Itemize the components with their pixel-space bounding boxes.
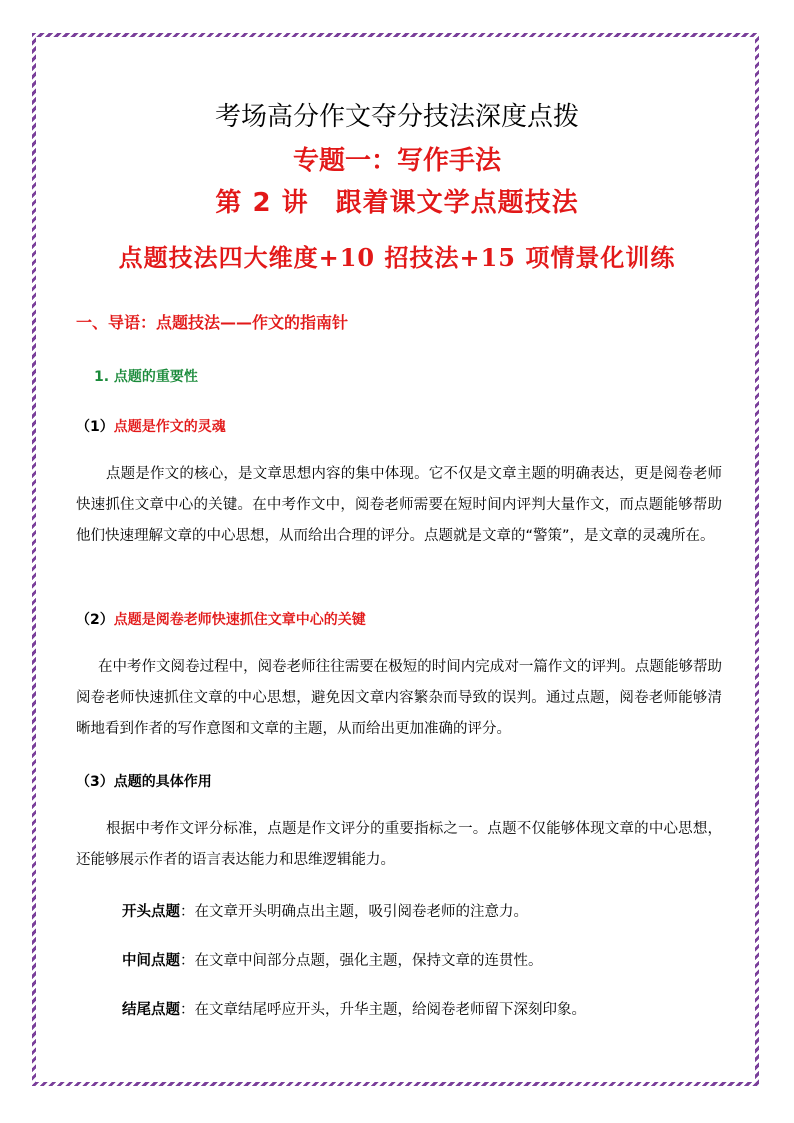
paragraph-1: 点题是作文的核心，是文章思想内容的集中体现。它不仅是文章主题的明确表达，更是阅卷老师快速抓住文章中心的关键。在中考作文中，阅卷老师需要在短时间内评判大量作文，而点题能够帮助他们快速理解文章的中心思想，从而给出合理的评分。点题就是文章的“警策”，是文章的灵魂所在。 bbox=[76, 466, 722, 544]
document-title: 考场高分作文夺分技法深度点拨 bbox=[214, 102, 579, 132]
paragraph-2: 在中考作文阅卷过程中，阅卷老师往往需要在极短的时间内完成对一篇作文的评判。点题能够帮助阅卷老师快速抓住文章的中心思想，避免因文章内容繁杂而导致的误判。通过点题，阅卷老师能够清晰地看到作者的写作意图和文章的主题，从而给出更加准确的评分。 bbox=[76, 659, 722, 737]
item-text: ：在文章结尾呼应开头，升华主题，给阅卷老师留下深刻印象。 bbox=[180, 1002, 586, 1018]
point-heading-3 bbox=[76, 771, 212, 791]
item-label: 中间点题 bbox=[122, 953, 180, 969]
subsection-heading: 1. 点题的重要性 bbox=[94, 369, 198, 385]
item-text: ：在文章中间部分点题，强化主题，保持文章的连贯性。 bbox=[180, 953, 543, 969]
point-heading-2 bbox=[76, 609, 366, 629]
list-item bbox=[122, 900, 528, 921]
topic-title: 专题一：写作手法 bbox=[292, 146, 501, 176]
item-text: ：在文章开头明确点出主题，吸引阅卷老师的注意力。 bbox=[180, 904, 528, 920]
list-item bbox=[122, 998, 586, 1019]
point-number: （2） bbox=[76, 612, 114, 628]
item-label: 开头点题 bbox=[122, 904, 180, 920]
point-heading-1 bbox=[76, 416, 226, 436]
point-number: （1） bbox=[76, 419, 114, 435]
paragraph-3: 根据中考作文评分标准，点题是作文评分的重要指标之一。点题不仅能够体现文章的中心思想，还能够展示作者的语言表达能力和思维逻辑能力。 bbox=[76, 821, 722, 868]
point-label: 点题的具体作用 bbox=[113, 774, 212, 790]
point-label: 点题是作文的灵魂 bbox=[113, 419, 226, 435]
point-label: 点题是阅卷老师快速抓住文章中心的关键 bbox=[113, 612, 366, 628]
item-label: 结尾点题 bbox=[122, 1002, 180, 1018]
list-item bbox=[122, 949, 543, 970]
point-number: （3） bbox=[76, 774, 114, 790]
section-heading: 一、导语：点题技法——作文的指南针 bbox=[76, 313, 349, 332]
subtitle: 点题技法四大维度+10 招技法+15 项情景化训练 bbox=[118, 243, 676, 272]
lecture-title: 第 2 讲 跟着课文学点题技法 bbox=[215, 188, 579, 218]
